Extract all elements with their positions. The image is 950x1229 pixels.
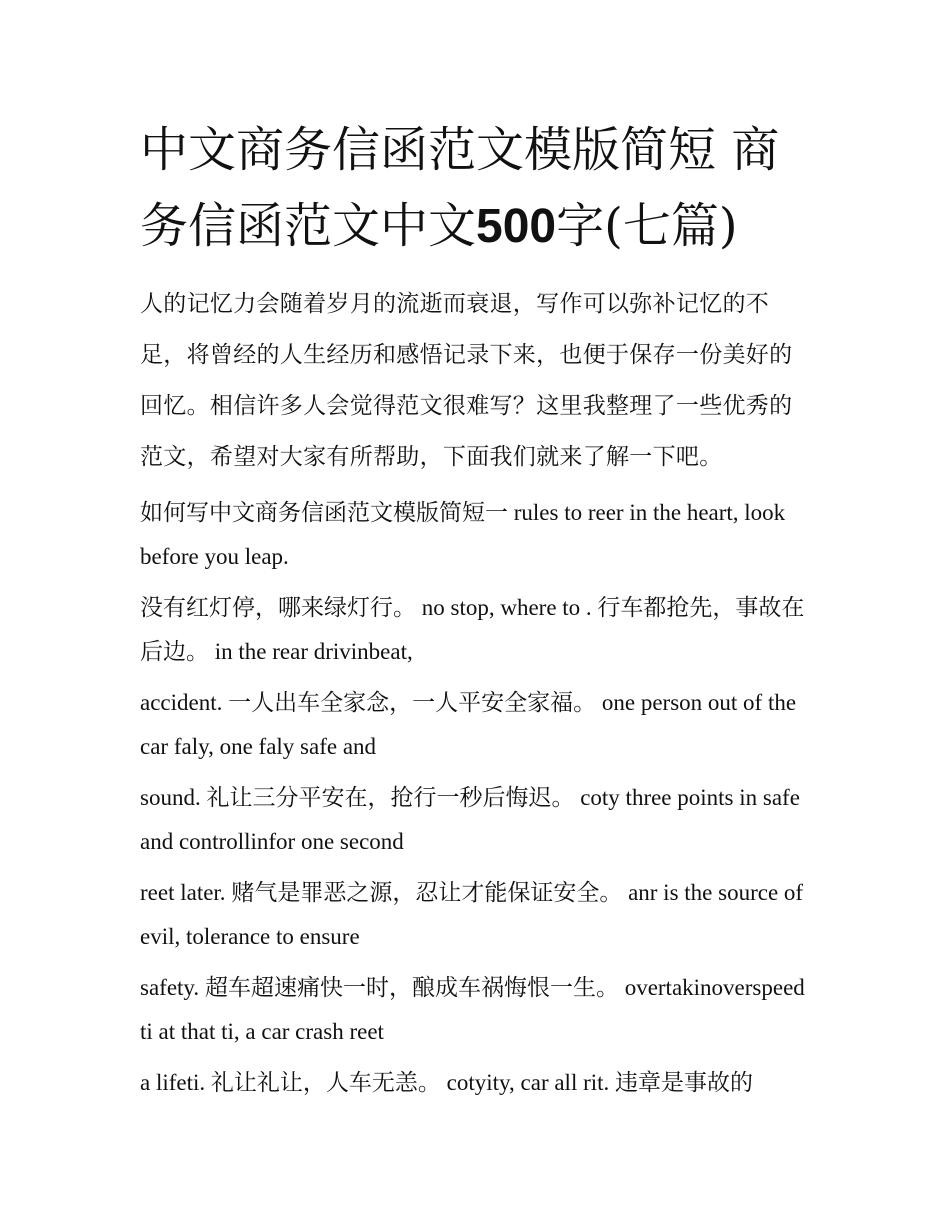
intro-paragraph: 人的记忆力会随着岁月的流逝而衰退，写作可以弥补记忆的不足，将曾经的人生经历和感悟记录下来，也便于保存一份美好的回忆。相信许多人会觉得范文很难写？这里我整理了一些优秀的范文，希望对大家有所帮助，下面我们就来了解一下吧。 xyxy=(140,291,793,470)
paragraph-7-zh: 礼让礼让，人车无恙。 xyxy=(210,1070,441,1096)
paragraph-5-en: reet later. xyxy=(140,880,232,905)
paragraph-1-zh: 如何写中文商务信函范文模版简短一 xyxy=(140,500,508,526)
paragraph-2-zh2: 行车都抢先，事故在后边。 xyxy=(140,595,805,665)
paragraph-6-zh: 超车超速痛快一时，酿成车祸悔恨一生。 xyxy=(204,975,619,1001)
paragraph-6-en: safety. xyxy=(140,975,205,1000)
paragraph-6-en2: overtakinoverspeed ti at that ti, a car crash reet xyxy=(140,975,805,1044)
paragraph-5 xyxy=(140,871,812,959)
paragraph-7-en: a lifeti. xyxy=(140,1070,211,1095)
paragraph-2-en: no stop, where to . xyxy=(416,595,598,620)
paragraph-5-zh: 赌气是罪恶之源，忍让才能保证安全。 xyxy=(231,880,623,906)
document-title xyxy=(140,112,812,265)
title-text-part1: 中文商务信函范文模版简短 商务信函范文中文 xyxy=(140,122,780,254)
paragraph-2 xyxy=(140,586,812,674)
paragraph-4-en: sound. xyxy=(140,785,207,810)
paragraph-7-zh2: 违章是事故的 xyxy=(615,1070,754,1096)
paragraph-4-en2: coty three points in safe and controllinfor one second xyxy=(140,785,800,854)
paragraph-7-en2: cotyity, car all rit. xyxy=(440,1070,616,1095)
document-page xyxy=(140,112,812,1105)
paragraph-1 xyxy=(140,491,812,579)
paragraph-2-en2: in the rear drivinbeat, xyxy=(209,639,413,664)
paragraph-1-en: rules to reer in the heart, look before you leap. xyxy=(140,500,786,569)
paragraph-5-en2: anr is the source of evil, tolerance to ensure xyxy=(140,880,804,949)
paragraph-2-zh: 没有红灯停，哪来绿灯行。 xyxy=(140,595,416,621)
title-text-part2: 字(七篇) xyxy=(556,198,738,254)
paragraph-3-en2: one person out of the car faly, one faly safe and xyxy=(140,690,797,759)
paragraph-7 xyxy=(140,1061,812,1105)
paragraph-3-en: accident. xyxy=(140,690,229,715)
title-number: 500 xyxy=(476,200,557,253)
paragraph-4 xyxy=(140,776,812,864)
paragraph-3 xyxy=(140,681,812,769)
paragraph-3-zh: 一人出车全家念，一人平安全家福。 xyxy=(228,690,597,716)
paragraph-6 xyxy=(140,966,812,1054)
paragraph-4-zh: 礼让三分平安在，抢行一秒后悔迟。 xyxy=(206,785,575,811)
